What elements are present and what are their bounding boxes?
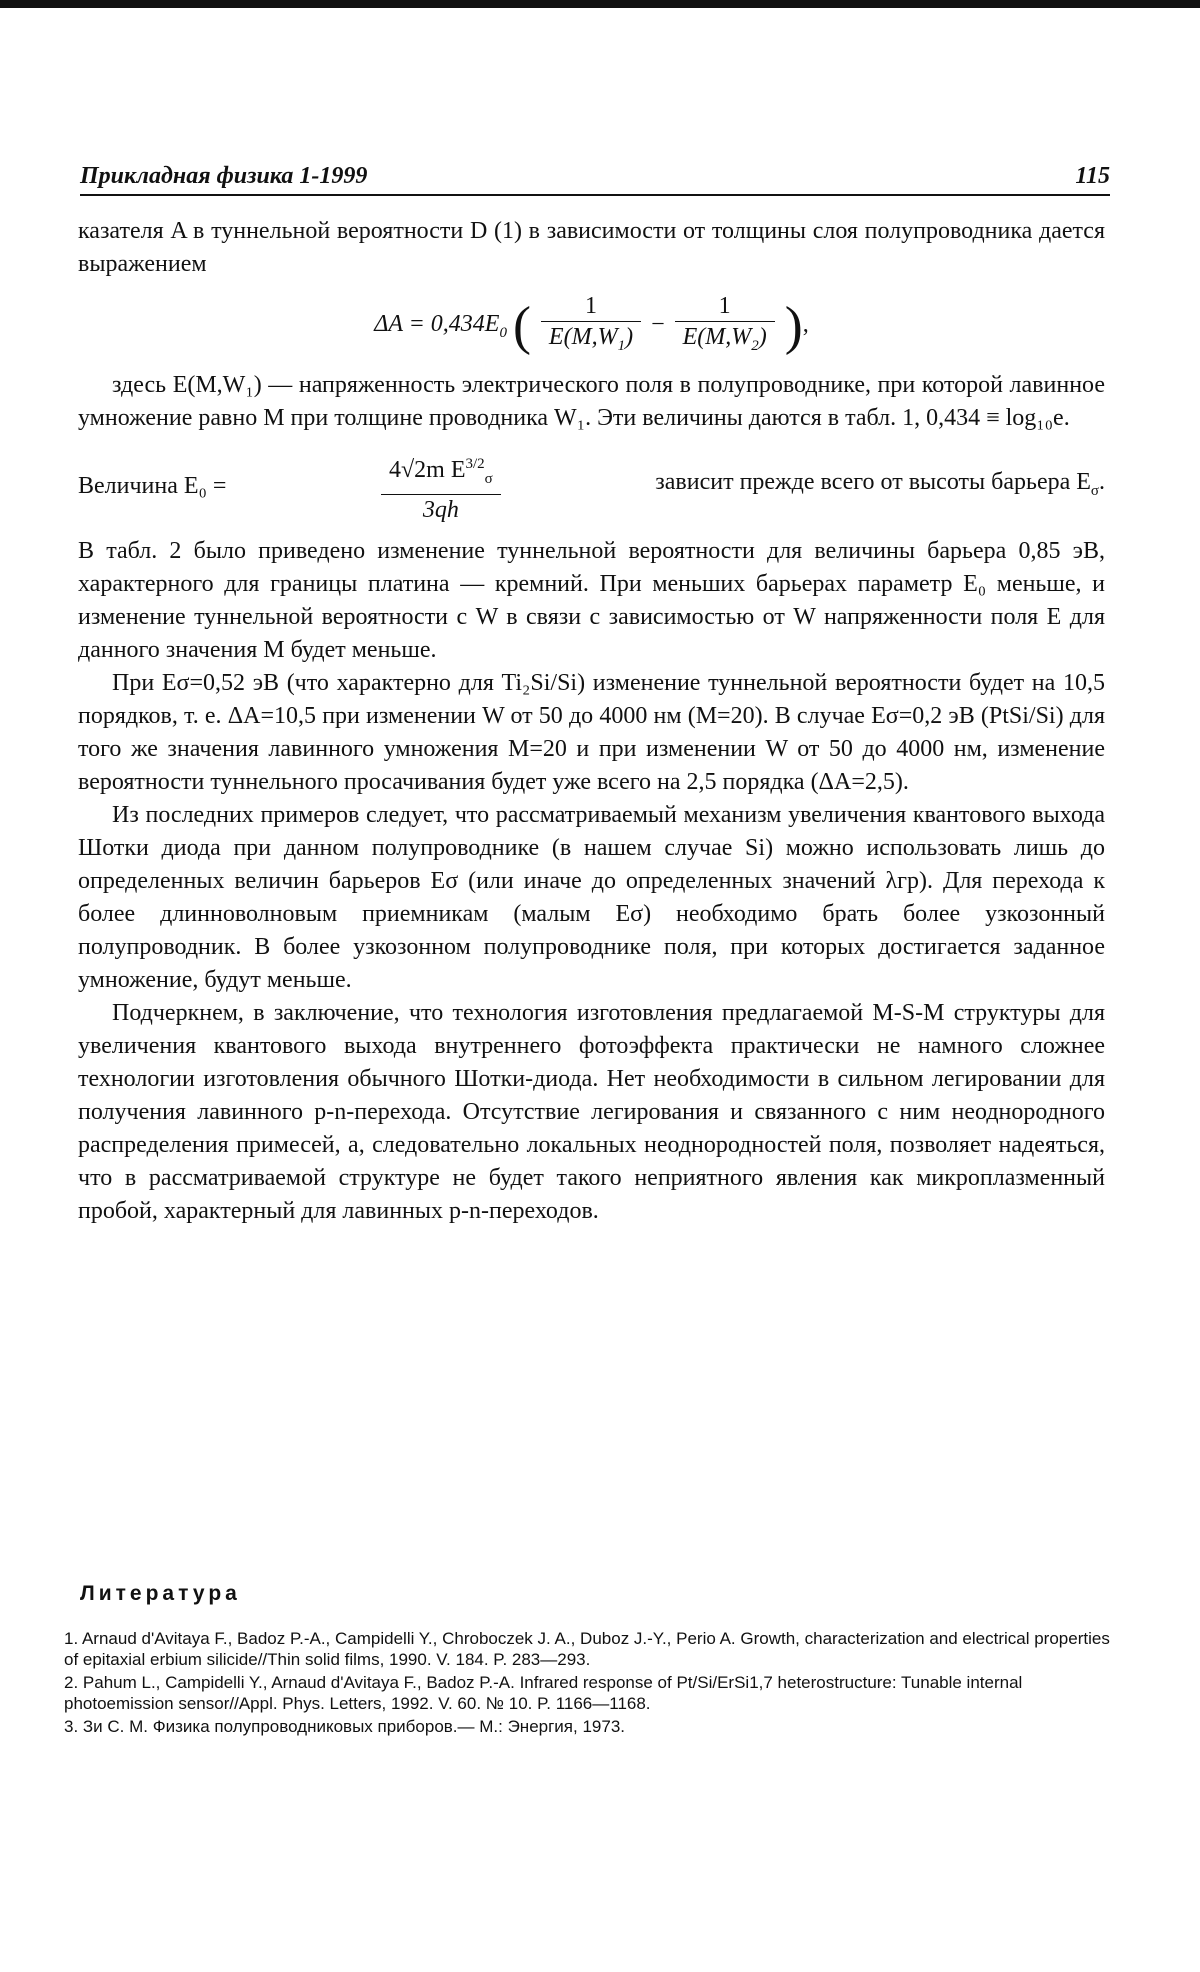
page-number: 115 <box>1075 163 1110 189</box>
reference-item: 3. Зи С. М. Физика полупроводниковых приборов.— М.: Энергия, 1973. <box>64 1717 625 1736</box>
formula-e0 <box>78 449 1105 525</box>
paragraph-2: здесь E(M,W₁) — напряженность электрического поля в полупроводнике, при которой лавинное умножение равно M при толщине проводника W₁. Эти величины даются в табл. 1, 0,434 ≡ log₁₀e. <box>78 371 1105 431</box>
paragraph-1: казателя A в туннельной вероятности D (1) в зависимости от толщины слоя полупроводника дается выражением <box>78 218 1105 277</box>
e0-label: Величина E₀ = <box>78 473 227 500</box>
article-body <box>78 215 1105 1228</box>
formula-lhs: $\Delta A = 0,434E_0$ <box>374 311 507 342</box>
running-header <box>80 160 1110 196</box>
fraction-2: $\frac{1}{E(M,W_2)}$ <box>675 291 775 361</box>
formula-delta-a: $\Delta A = 0,434E_0$ ( $\frac{1}{E(M,W_1)}$ − $\frac{1}{E(M,W_2)}$ ), <box>78 291 1105 361</box>
paragraph-3: В табл. 2 было приведено изменение туннельной вероятности для величины барьера 0,85 эВ, характерного для границы платина — кремний. При меньших барьерах параметр E₀ меньше, и изменение туннельной вероятности с W в связи с зависимостью от W напряженности поля E для данного значения M будет меньше. <box>78 537 1105 663</box>
scan-top-border <box>0 0 1200 8</box>
paragraph-4: При Eσ=0,52 эВ (что характерно для Ti₂Si/Si) изменение туннельной вероятности будет на 10,5 порядков, т. е. ΔA=10,5 при изменении W от 50 до 4000 нм (M=20). В случае Eσ=0,2 эВ (PtSi/Si) для того же значения лавинного умножения M=20 и при изменении W от 50 до 4000 нм, изменение вероятности туннельного просачивания будет уже всего на 2,5 порядка (ΔA=2,5). <box>78 669 1105 795</box>
e0-fraction: $\frac{4√2m E^{3/2}_\sigma}{3qh}$ <box>381 449 501 525</box>
references-title: Литература <box>80 1582 241 1605</box>
paragraph-6: Подчеркнем, в заключение, что технология изготовления предлагаемой M-S-M структуры для увеличения квантового выхода внутреннего фотоэффекта практически не намного сложнее технологии изготовления обычного Шотки-диода. Нет необходимости в сильном легировании для получения лавинного p-n-перехода. Отсутствие легирования и связанного с ним неоднородного распределения примесей, а, следовательно локальных неоднородностей поля, позволяет надеяться, что в рассматриваемой структуре не будет такого неприятного явления как микроплазменный пробой, характерный для лавинных p-n-переходов. <box>78 999 1105 1224</box>
reference-item: 2. Pahum L., Campidelli Y., Arnaud d'Avitaya F., Badoz P.-A. Infrared response of Pt/Si/ErSi1,7 heterostructure: Tunable internal photoemission sensor//Appl. Phys. Letters, 1992. V. 60. № 10. P. 1166—1168. <box>64 1673 1023 1713</box>
references-list <box>64 1628 1110 1739</box>
e0-description: зависит прежде всего от высоты барьера $E_\sigma$. <box>655 468 1105 499</box>
right-paren: ) <box>784 295 803 356</box>
journal-title: Прикладная физика 1-1999 <box>80 163 368 189</box>
reference-item: 1. Arnaud d'Avitaya F., Badoz P.-A., Campidelli Y., Chroboczek J. A., Dubоz J.-Y., Perio A. Growth, characterization and electrical properties of epitaxial erbium silicide//Thin solid films, 1990. V. 184. P. 283—293. <box>64 1629 1110 1669</box>
paragraph-5: Из последних примеров следует, что рассматриваемый механизм увеличения квантового выхода Шотки диода при данном полупроводнике (в нашем случае Si) можно использовать лишь до определенных величин барьеров Eσ (или иначе до определенных значений λгр). Для перехода к более длинноволновым приемникам (малым Eσ) необходимо брать более узкозонный полупроводник. В более узкозонном полупроводнике поля, при которых достигается заданное умножение, будут меньше. <box>78 801 1105 993</box>
fraction-1: $\frac{1}{E(M,W_1)}$ <box>541 291 641 361</box>
left-paren: ( <box>512 295 531 356</box>
